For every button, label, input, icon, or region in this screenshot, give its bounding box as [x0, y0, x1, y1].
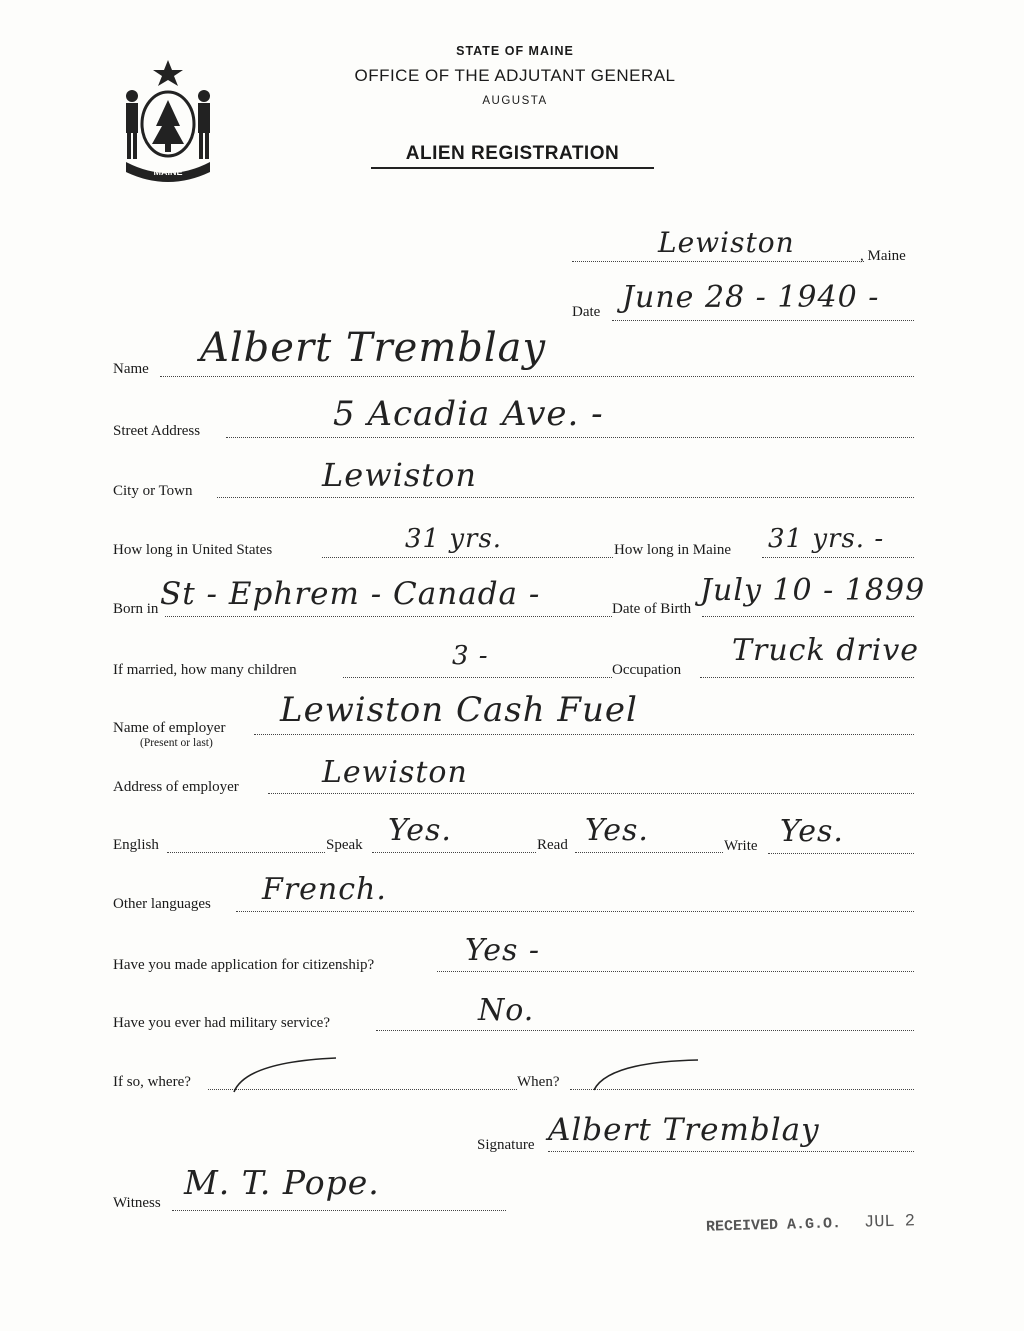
other-languages-value: French.: [262, 872, 387, 907]
speak-line: [372, 852, 536, 853]
if-so-where-label: If so, where?: [113, 1074, 191, 1090]
how-long-us-label: How long in United States: [113, 542, 273, 558]
born-in-line: [165, 616, 612, 617]
form-title-text: ALIEN REGISTRATION: [405, 143, 620, 164]
how-long-maine-label: How long in Maine: [614, 542, 732, 558]
english-line: [167, 852, 325, 853]
how-long-us-line: [322, 557, 613, 558]
when-label: When?: [517, 1074, 560, 1090]
employer-address-label: Address of employer: [113, 779, 239, 795]
military-service-label: Have you ever had military service?: [113, 1015, 330, 1031]
born-in-value: St - Ephrem - Canada -: [160, 576, 541, 612]
when-dash-mark: [588, 1052, 708, 1096]
employer-address-value: Lewiston: [322, 755, 468, 790]
city-heading: AUGUSTA: [482, 95, 548, 107]
city-or-town-line: [217, 497, 914, 498]
date-of-birth-line: [702, 616, 914, 617]
military-service-value: No.: [478, 993, 535, 1028]
place-line: [572, 261, 864, 262]
how-long-us-value: 31 yrs.: [405, 524, 503, 554]
how-long-maine-line: [762, 557, 914, 558]
received-stamp: [706, 1212, 915, 1236]
speak-value: Yes.: [388, 813, 452, 848]
signature-line: [548, 1151, 914, 1152]
occupation-line: [700, 677, 914, 678]
write-value: Yes.: [780, 814, 844, 849]
occupation-label: Occupation: [612, 662, 682, 678]
witness-label: Witness: [113, 1195, 161, 1211]
signature-value: Albert Tremblay: [548, 1112, 820, 1148]
date-label: Date: [572, 304, 601, 320]
date-line: [612, 320, 914, 321]
signature-label: Signature: [477, 1137, 535, 1153]
write-line: [768, 853, 914, 854]
born-in-label: Born in: [113, 601, 159, 617]
military-service-line: [376, 1030, 914, 1031]
how-long-maine-value: 31 yrs. -: [768, 524, 885, 554]
street-address-label: Street Address: [113, 423, 201, 439]
employer-name-line: [254, 734, 914, 735]
svg-text:MAINE: MAINE: [153, 167, 183, 177]
place-value: Lewiston: [658, 226, 795, 259]
read-line: [575, 852, 723, 853]
received-stamp-text: RECEIVED A.G.O.: [705, 1215, 842, 1236]
witness-value: M. T. Pope.: [184, 1163, 380, 1202]
received-stamp-date: JUL 2: [863, 1212, 916, 1233]
city-or-town-value: Lewiston: [322, 456, 477, 494]
state-heading: STATE OF MAINE: [456, 44, 574, 58]
employer-name-sublabel: (Present or last): [140, 737, 213, 749]
name-value: Albert Tremblay: [200, 325, 547, 371]
name-label: Name: [113, 361, 149, 377]
write-label: Write: [724, 838, 758, 854]
citizenship-app-label: Have you made application for citizenship?: [113, 957, 375, 973]
witness-line: [172, 1210, 506, 1211]
married-children-line: [343, 677, 612, 678]
city-or-town-label: City or Town: [113, 483, 193, 499]
read-value: Yes.: [585, 813, 649, 848]
date-value: June 28 - 1940 -: [622, 280, 880, 315]
english-label: English: [113, 837, 159, 853]
employer-name-label: Name of employer: [113, 720, 226, 736]
citizenship-app-value: Yes -: [465, 933, 541, 968]
state-seal: [112, 58, 224, 182]
employer-name-value: Lewiston Cash Fuel: [280, 690, 638, 730]
where-dash-mark: [226, 1052, 346, 1096]
street-address-line: [226, 437, 914, 438]
employer-address-line: [268, 793, 914, 794]
office-heading: OFFICE OF THE ADJUTANT GENERAL: [354, 66, 676, 85]
citizenship-app-line: [437, 971, 914, 972]
date-of-birth-label: Date of Birth: [612, 601, 692, 617]
other-languages-line: [236, 911, 914, 912]
state-seal-icon: [112, 58, 224, 182]
maine-label: , Maine: [860, 248, 906, 264]
occupation-value: Truck drive: [732, 633, 920, 668]
read-label: Read: [537, 837, 568, 853]
form-title: [371, 143, 654, 169]
name-line: [160, 376, 914, 377]
date-of-birth-value: July 10 - 1899: [700, 573, 926, 608]
street-address-value: 5 Acadia Ave. -: [333, 394, 604, 434]
married-children-label: If married, how many children: [113, 662, 297, 678]
other-languages-label: Other languages: [113, 896, 211, 912]
children-value: 3 -: [452, 641, 489, 671]
speak-label: Speak: [326, 837, 363, 853]
